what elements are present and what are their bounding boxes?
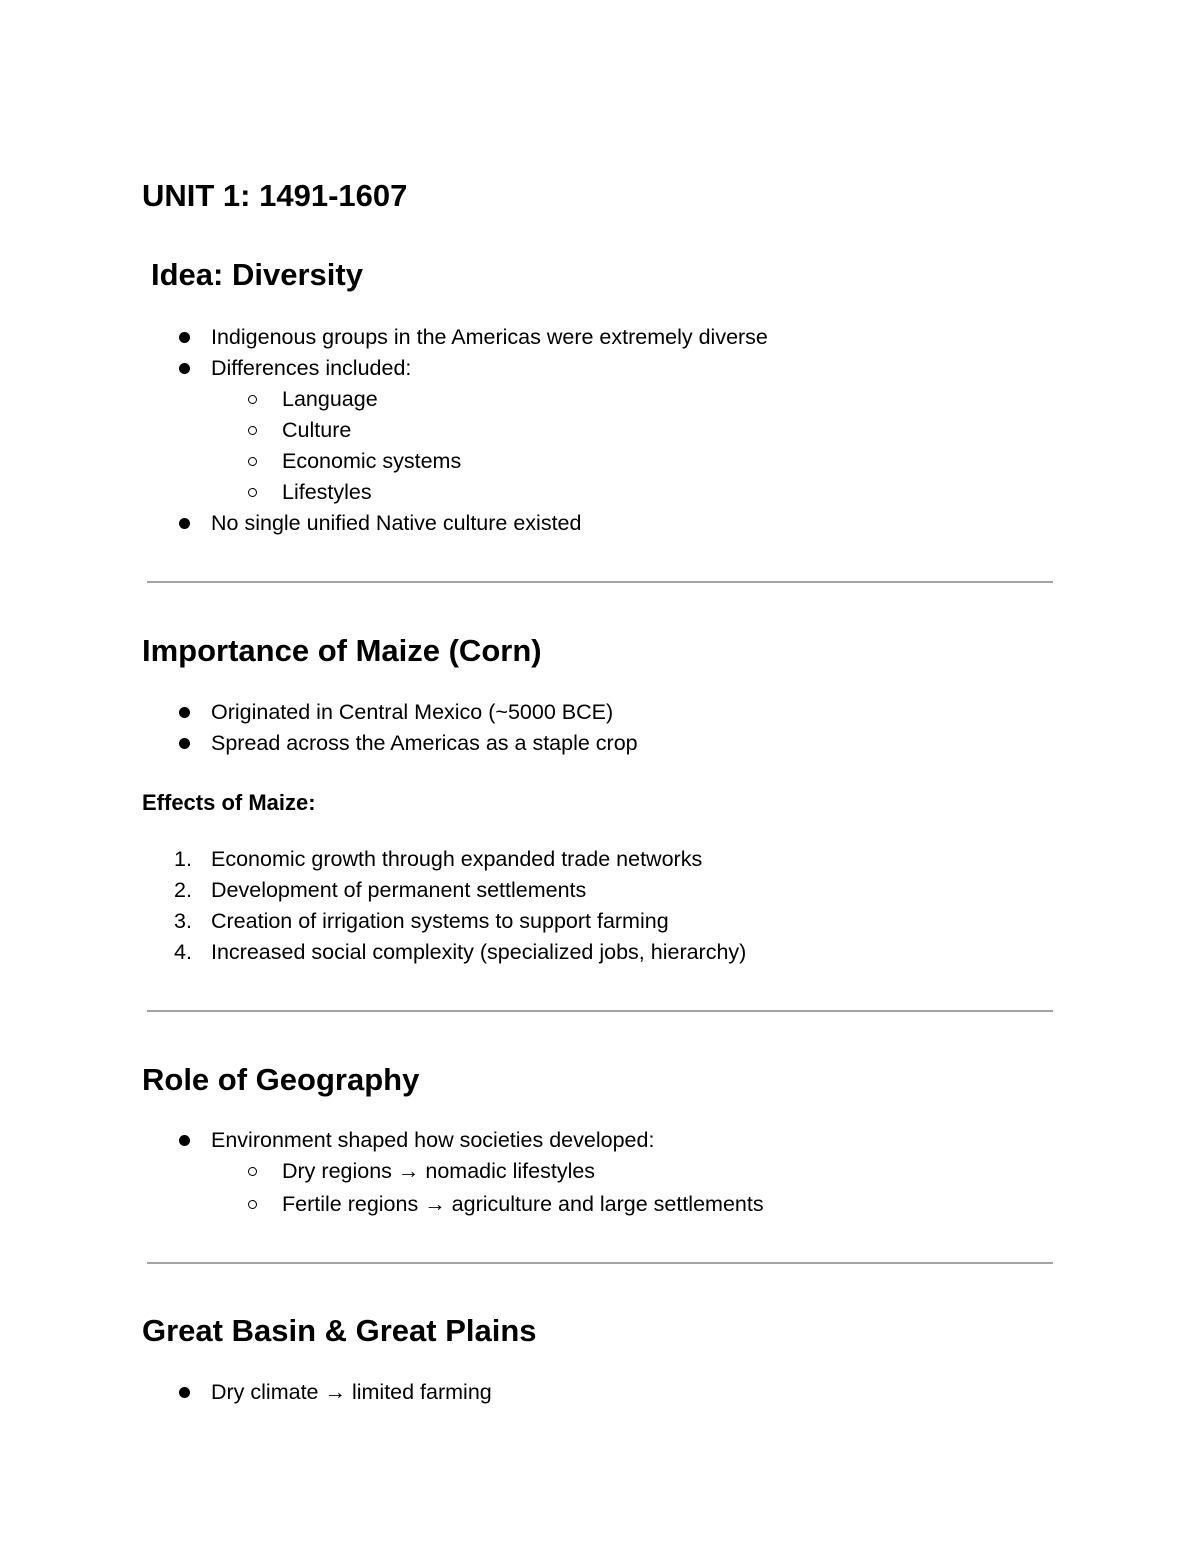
filled-bullet-icon	[179, 707, 190, 718]
sub-list-item	[0, 477, 1200, 508]
horizontal-divider	[147, 1262, 1053, 1264]
subheading-effects-of-maize: Effects of Maize:	[142, 790, 316, 815]
list-item-text: Dry climate → limited farming	[211, 1380, 492, 1404]
sub-list-item	[0, 415, 1200, 446]
sub-list-item	[0, 446, 1200, 477]
list-item-text: Indigenous groups in the Americas were extremely diverse	[211, 325, 768, 349]
filled-bullet-icon	[179, 738, 190, 749]
list-item	[0, 728, 1200, 759]
list-number: 2.	[174, 878, 192, 902]
list-item	[0, 322, 1200, 353]
sub-list-item	[0, 1156, 1200, 1187]
hollow-bullet-icon	[248, 426, 257, 435]
unit-title: UNIT 1: 1491-1607	[142, 178, 408, 213]
list-number: 4.	[174, 940, 192, 964]
sub-list-item-text: Culture	[282, 418, 352, 442]
list-item	[0, 1377, 1200, 1408]
filled-bullet-icon	[179, 332, 190, 343]
numbered-list-item	[0, 906, 1200, 937]
list-item-text: Increased social complexity (specialized jobs, hierarchy)	[211, 940, 747, 964]
numbered-list-item	[0, 937, 1200, 968]
list-item	[0, 1125, 1200, 1156]
hollow-bullet-icon	[248, 1200, 257, 1209]
filled-bullet-icon	[179, 518, 190, 529]
list-number: 1.	[174, 847, 192, 871]
sub-list-item-text: Language	[282, 387, 378, 411]
section-heading-maize: Importance of Maize (Corn)	[142, 633, 542, 668]
list-item	[0, 353, 1200, 384]
list-item-text: Environment shaped how societies developed:	[211, 1128, 655, 1152]
list-item-text: Differences included:	[211, 356, 412, 380]
numbered-list-item	[0, 875, 1200, 906]
list-item-text: Originated in Central Mexico (~5000 BCE)	[211, 700, 614, 724]
sub-list-item-text: Lifestyles	[282, 480, 372, 504]
list-item-text: No single unified Native culture existed	[211, 511, 582, 535]
list-item-text: Spread across the Americas as a staple crop	[211, 731, 638, 755]
sub-list-item	[0, 384, 1200, 415]
horizontal-divider	[147, 1010, 1053, 1012]
horizontal-divider	[147, 581, 1053, 583]
list-item-text: Development of permanent settlements	[211, 878, 587, 902]
filled-bullet-icon	[179, 1135, 190, 1146]
sub-list-item-text: Dry regions → nomadic lifestyles	[282, 1159, 596, 1183]
list-item	[0, 697, 1200, 728]
list-number: 3.	[174, 909, 192, 933]
hollow-bullet-icon	[248, 1167, 257, 1176]
list-item-text: Creation of irrigation systems to support farming	[211, 909, 669, 933]
numbered-list-item	[0, 844, 1200, 875]
hollow-bullet-icon	[248, 395, 257, 404]
sub-list-item	[0, 1189, 1200, 1220]
section-heading-great-basin-plains: Great Basin & Great Plains	[142, 1313, 537, 1348]
section-heading-diversity: Idea: Diversity	[151, 257, 363, 292]
list-item	[0, 508, 1200, 539]
sub-list-item-text: Fertile regions → agriculture and large settlements	[282, 1192, 764, 1216]
filled-bullet-icon	[179, 363, 190, 374]
sub-list-item-text: Economic systems	[282, 449, 462, 473]
section-heading-geography: Role of Geography	[142, 1062, 420, 1097]
hollow-bullet-icon	[248, 457, 257, 466]
filled-bullet-icon	[179, 1387, 190, 1398]
list-item-text: Economic growth through expanded trade networks	[211, 847, 703, 871]
hollow-bullet-icon	[248, 488, 257, 497]
